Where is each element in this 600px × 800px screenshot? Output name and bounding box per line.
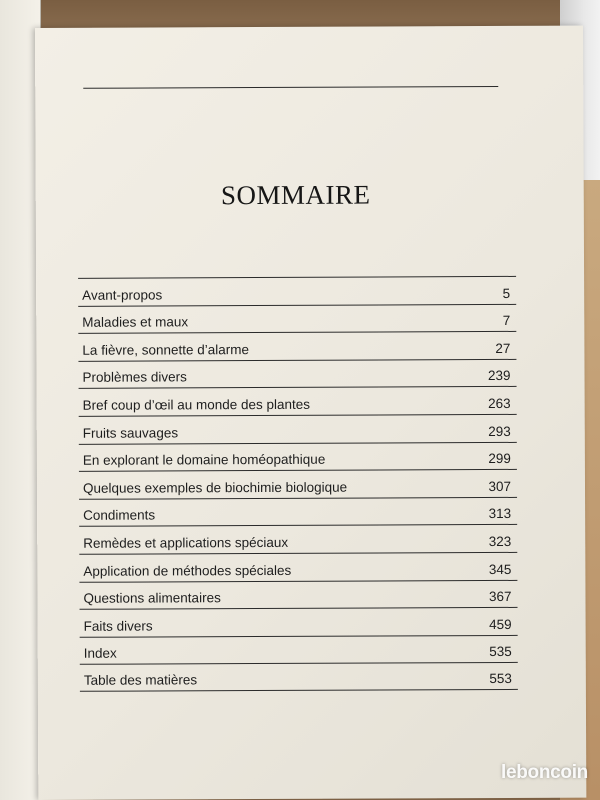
toc-row	[78, 359, 516, 389]
toc-entry-page: 313	[488, 506, 512, 522]
toc-entry-label: Faits divers	[83, 618, 153, 634]
toc-row	[79, 386, 517, 416]
toc-entry-label: Table des matières	[83, 672, 198, 688]
toc-entry-label: Avant-propos	[82, 287, 163, 303]
toc-entry-page: 7	[502, 313, 511, 329]
toc-entry-label: Bref coup d’œil au monde des plantes	[82, 396, 311, 413]
toc-entry-label: Quelques exemples de biochimie biologique	[82, 479, 348, 496]
toc-entry-label: Application de méthodes spéciales	[83, 562, 292, 579]
toc-row	[78, 303, 516, 333]
toc-row	[78, 331, 516, 361]
toc-entry-label: Index	[83, 645, 117, 662]
toc-row	[79, 497, 517, 527]
toc-entry-page: 459	[489, 616, 512, 632]
toc-row	[80, 635, 518, 665]
toc-entry-label: La fièvre, sonnette d’alarme	[82, 341, 250, 358]
toc-entry-page: 345	[488, 561, 512, 577]
toc-row	[78, 276, 516, 306]
toc-entry-label: Maladies et maux	[82, 314, 189, 330]
toc-entry-page: 239	[487, 368, 511, 384]
toc-row	[79, 414, 517, 444]
toc-row	[80, 662, 518, 692]
toc-entry-page: 263	[488, 395, 511, 411]
toc-entry-label: Condiments	[83, 507, 156, 524]
toc-row	[79, 469, 517, 499]
table-of-contents	[78, 276, 518, 692]
toc-entry-label: Remèdes et applications spéciaux	[83, 534, 289, 551]
toc-row	[79, 579, 517, 609]
toc-entry-page: 535	[489, 644, 512, 660]
toc-entry-page: 307	[488, 478, 512, 494]
book-page	[35, 26, 586, 800]
toc-entry-label: En explorant le domaine homéopathique	[82, 451, 326, 468]
toc-row	[79, 441, 517, 471]
toc-row	[79, 524, 517, 554]
toc-entry-page: 293	[488, 423, 511, 439]
toc-row	[79, 552, 517, 582]
toc-entry-label: Fruits sauvages	[82, 424, 179, 441]
toc-entry-page: 5	[502, 285, 511, 301]
toc-entry-page: 299	[488, 451, 511, 467]
header-rule	[83, 86, 498, 89]
page-title: SOMMAIRE	[220, 179, 371, 211]
leboncoin-watermark: leboncoin	[500, 762, 588, 783]
toc-entry-label: Problèmes divers	[82, 369, 187, 386]
toc-entry-page: 367	[488, 589, 512, 605]
toc-entry-page: 553	[489, 670, 512, 686]
toc-row	[80, 607, 518, 637]
toc-entry-page: 27	[495, 340, 511, 356]
toc-entry-page: 323	[488, 533, 512, 549]
toc-entry-label: Questions alimentaires	[83, 590, 221, 606]
